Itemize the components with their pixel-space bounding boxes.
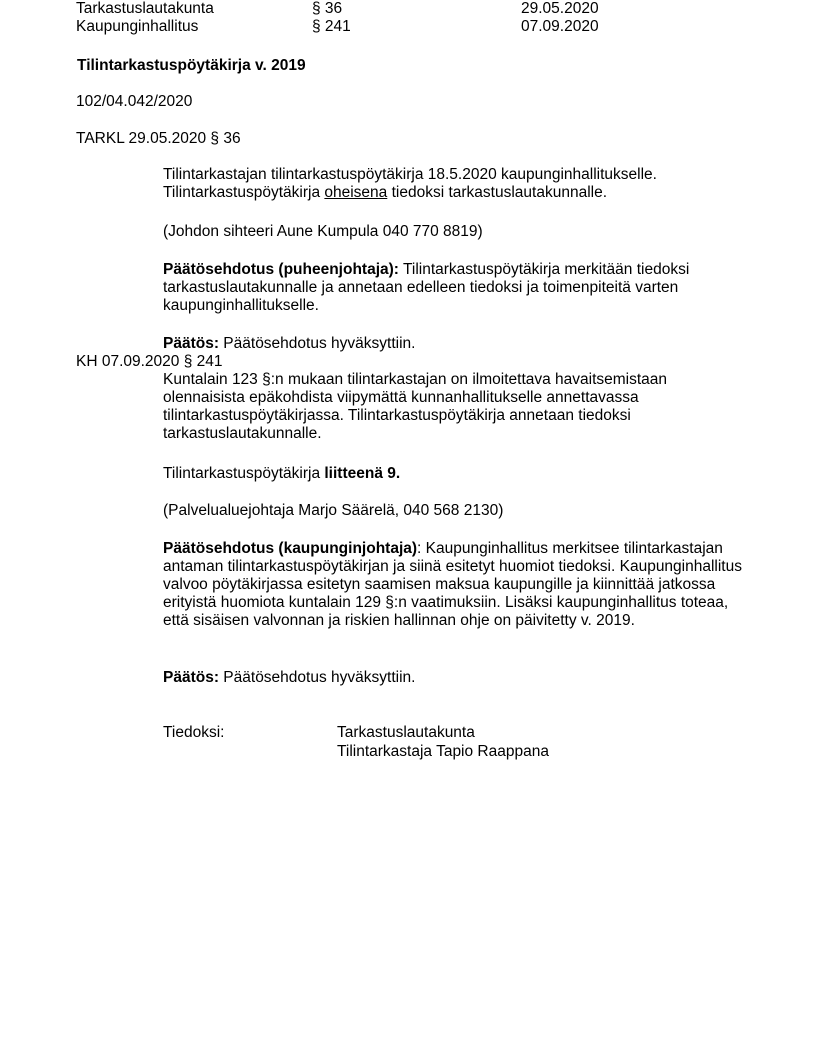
kh-attachment-pre: Tilintarkastuspöytäkirja bbox=[163, 465, 325, 482]
kh-decision-label: Päätös: bbox=[163, 669, 219, 686]
header-date-2: 07.09.2020 bbox=[521, 18, 599, 35]
file-number: 102/04.042/2020 bbox=[76, 93, 193, 110]
tarkl-intro-line2-pre: Tilintarkastuspöytäkirja bbox=[163, 184, 325, 201]
distribution-label: Tiedoksi: bbox=[163, 724, 225, 741]
kh-decision-text: Päätösehdotus hyväksyttiin. bbox=[219, 669, 416, 686]
document-title: Tilintarkastuspöytäkirja v. 2019 bbox=[77, 57, 306, 74]
tarkl-decision bbox=[163, 335, 415, 353]
tarkl-intro-line2 bbox=[163, 184, 763, 202]
kh-contact: (Palvelualuejohtaja Marjo Säärelä, 040 568 2130) bbox=[163, 502, 504, 519]
header-date-1: 29.05.2020 bbox=[521, 0, 599, 17]
header-body-1: Tarkastuslautakunta bbox=[76, 0, 214, 17]
tarkl-heading: TARKL 29.05.2020 § 36 bbox=[76, 130, 241, 147]
kh-attachment-bold: liitteenä 9. bbox=[324, 465, 401, 482]
distribution-recipient-2: Tilintarkastaja Tapio Raappana bbox=[337, 743, 549, 760]
tarkl-decision-text: Päätösehdotus hyväksyttiin. bbox=[219, 335, 416, 352]
tarkl-proposal-text: Tilintarkastuspöytäkirja merkitään tiedoksi tarkastuslautakunnalle ja annetaan edelleen tiedoksi ja toimenpiteitä varten kaupunginhallitukselle. bbox=[163, 261, 690, 314]
tarkl-contact: (Johdon sihteeri Aune Kumpula 040 770 8819) bbox=[163, 223, 483, 240]
header-section-2: § 241 bbox=[312, 18, 351, 35]
tarkl-intro bbox=[163, 166, 763, 202]
kh-proposal-text: : Kaupunginhallitus merkitsee tilintarkastajan antaman tilintarkastuspöytäkirjan ja siinä esitetyt huomiot tiedoksi. Kaupunginhallitus valvoo pöytäkirjassa esitetyn saamisen maksua kaupungille ja kiinnittää jatkossa erityistä huomiota kuntalain 129 §:n vaatimuksiin. Lisäksi kaupunginhallitus toteaa, että sisäisen valvonnan ja riskien hallinnan ohje on päivitetty v. 2019. bbox=[163, 540, 742, 629]
tarkl-proposal bbox=[163, 261, 733, 315]
tarkl-intro-line2-post: tiedoksi tarkastuslautakunnalle. bbox=[387, 184, 608, 201]
kh-intro: Kuntalain 123 §:n mukaan tilintarkastajan on ilmoitettava havaitsemistaan olennaisista epäkohdista viipymättä kunnanhallitukselle annettavassa tilintarkastuspöytäkirjassa. Tilintarkastuspöytäkirja annetaan tiedoksi tarkastuslautakunnalle. bbox=[163, 371, 668, 442]
kh-decision bbox=[163, 669, 415, 687]
tarkl-decision-label: Päätös: bbox=[163, 335, 219, 352]
header-section-1: § 36 bbox=[312, 0, 343, 17]
tarkl-proposal-label: Päätösehdotus (puheenjohtaja): bbox=[163, 261, 399, 278]
distribution-recipient-1: Tarkastuslautakunta bbox=[337, 724, 475, 741]
kh-proposal-label: Päätösehdotus (kaupunginjohtaja) bbox=[163, 540, 418, 557]
header-body-2: Kaupunginhallitus bbox=[76, 18, 199, 35]
oheisena-link[interactable]: oheisena bbox=[324, 184, 388, 201]
tarkl-intro-line1: Tilintarkastajan tilintarkastuspöytäkirja 18.5.2020 kaupunginhallitukselle. bbox=[163, 166, 657, 183]
kh-proposal bbox=[163, 540, 745, 630]
kh-heading: KH 07.09.2020 § 241 bbox=[76, 353, 223, 370]
kh-attachment bbox=[163, 465, 400, 483]
